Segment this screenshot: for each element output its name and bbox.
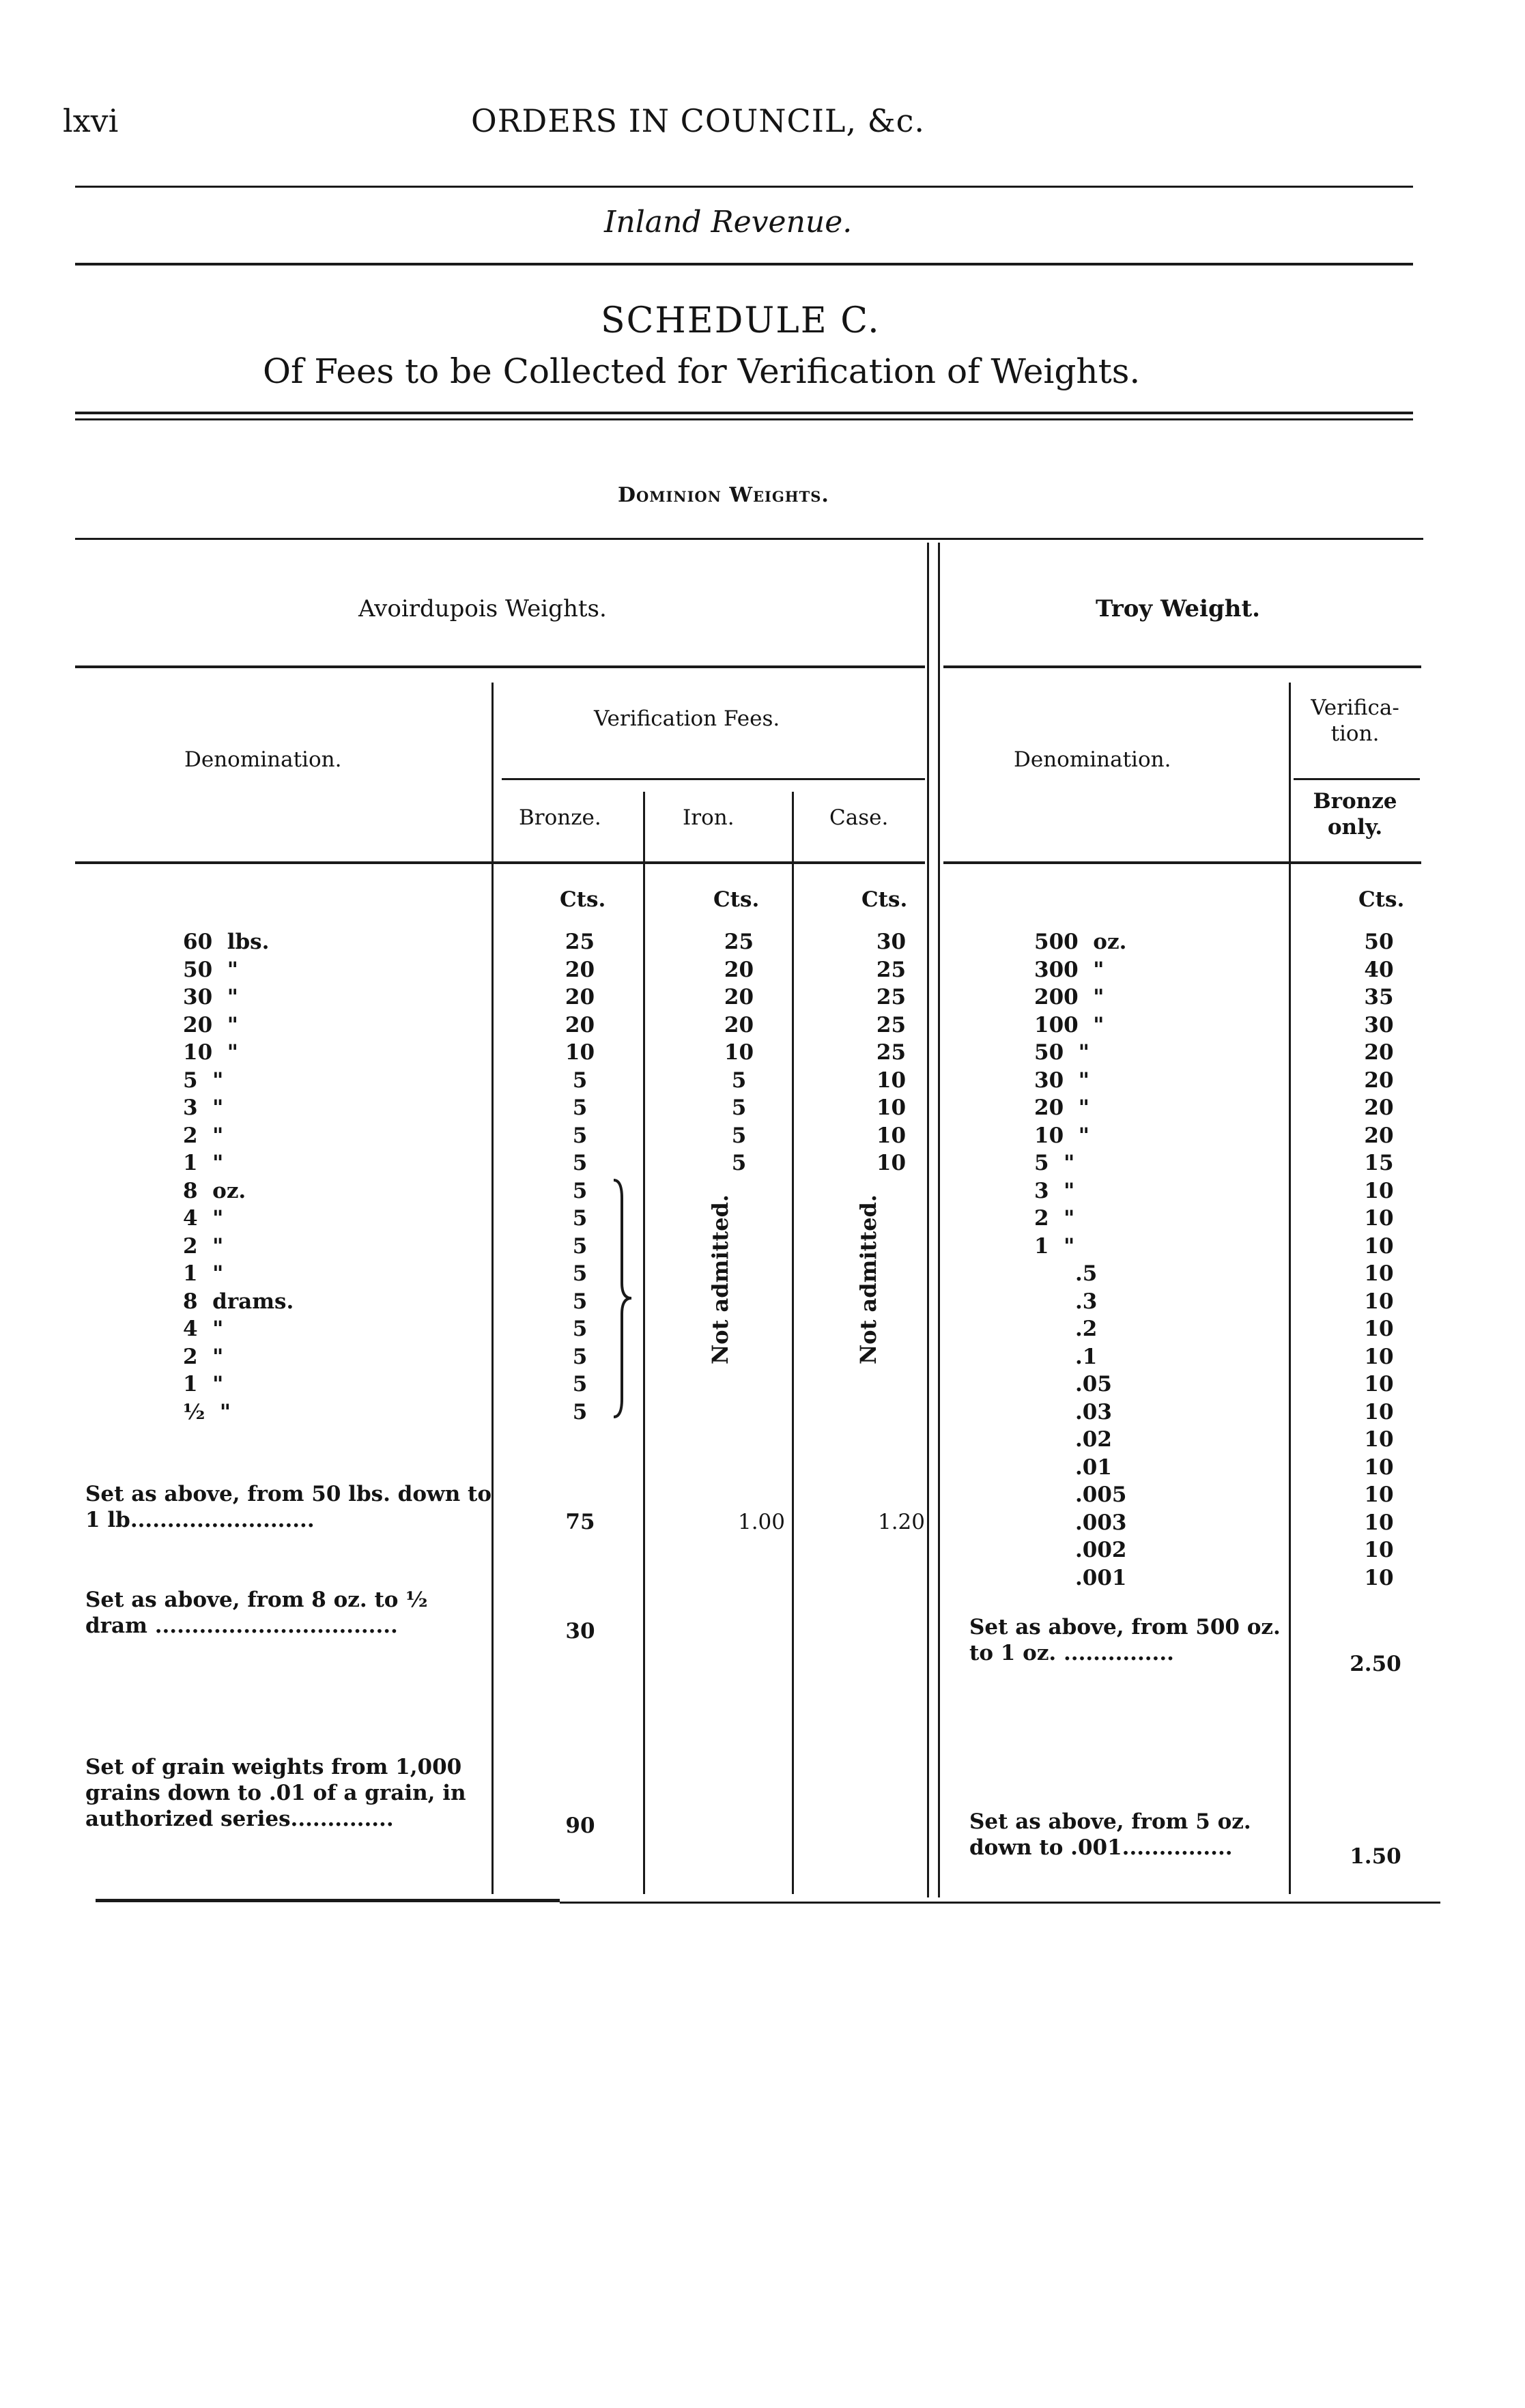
list-item: .002 (1075, 1538, 1127, 1562)
troy-set-oz-label: Set as above, from 500 oz. to 1 oz. ............... (969, 1615, 1281, 1665)
set-lbs-iron: 1.00 (737, 1510, 785, 1534)
case-fee: 10 (876, 1151, 907, 1175)
bronze-fee: 5 (572, 1233, 588, 1259)
list-item: 4 " (183, 1317, 224, 1341)
list-item: 200 " (1034, 985, 1104, 1009)
avoirdupois-denomination-header: Denomination. (184, 747, 342, 772)
bronze-fee: 5 (572, 1317, 588, 1341)
avoirdupois-heading-rule (75, 665, 925, 668)
bronze-fee: 25 (565, 930, 595, 954)
list-item: 3 " (183, 1095, 224, 1120)
section-title: Dominion Weights. (618, 483, 829, 507)
list-item: .1 (1075, 1344, 1098, 1369)
troy-set-grain-fee: 1.50 (1350, 1844, 1401, 1869)
running-title: ORDERS IN COUNCIL, &c. (471, 102, 926, 139)
troy-fee: 10 (1364, 1289, 1394, 1314)
main-divider-left (927, 543, 929, 1897)
bronze-fee: 5 (572, 1123, 588, 1148)
bronze-fee: 5 (572, 1344, 588, 1369)
troy-fee: 35 (1364, 985, 1394, 1009)
bronze-fee: 20 (565, 1012, 595, 1037)
bronze-header: Bronze. (519, 805, 601, 830)
bronze-fee: 5 (572, 1178, 588, 1203)
list-item: .05 (1075, 1372, 1112, 1396)
list-item: 8 oz. (183, 1178, 246, 1203)
case-fee: 10 (876, 1095, 907, 1120)
iron-fee-list (713, 928, 765, 1177)
list-item: 1 " (183, 1151, 224, 1175)
iron-header: Iron. (683, 805, 735, 830)
list-item: 4 " (183, 1206, 224, 1231)
section-rule (75, 538, 1423, 540)
troy-fee: 30 (1364, 1012, 1394, 1037)
list-item: 2 " (1034, 1206, 1075, 1231)
department-label: Inland Revenue. (604, 205, 853, 240)
list-item: 10 " (183, 1040, 238, 1065)
list-item: .3 (1075, 1289, 1098, 1314)
troy-fee: 20 (1364, 1067, 1394, 1093)
case-fee: 30 (876, 930, 907, 954)
header-rule (75, 186, 1413, 188)
bronze-fee: 5 (572, 1206, 588, 1231)
list-item: .005 (1075, 1482, 1127, 1507)
troy-fee-list (1355, 928, 1403, 1592)
bronze-fee: 5 (572, 1095, 588, 1120)
set-oz-label: Set as above, from 8 oz. to ½ dram ................................. (85, 1588, 428, 1638)
troy-set-oz-fee: 2.50 (1350, 1652, 1401, 1676)
page-number: lxvi (63, 102, 119, 139)
set-lbs-bronze: 75 (565, 1510, 595, 1534)
iron-fee: 5 (731, 1151, 747, 1175)
iron-fee: 5 (731, 1123, 747, 1148)
list-item: 30 " (183, 985, 238, 1009)
bronze-iron-divider (643, 792, 645, 1894)
bronze-fee: 5 (572, 1067, 588, 1093)
list-item: 50 " (183, 957, 238, 982)
list-item: 100 " (1034, 1012, 1104, 1037)
list-item: 20 " (1034, 1095, 1089, 1120)
list-item: .001 (1075, 1565, 1127, 1590)
set-grain-label: Set of grain weights from 1,000 grains down to .01 of a grain, in authorized series.............. (85, 1755, 466, 1831)
avoirdupois-heading: Avoirdupois Weights. (358, 595, 607, 622)
table-bottom-rule-left (96, 1899, 560, 1902)
bronze-fee: 5 (572, 1372, 588, 1396)
bronze-brace-icon (611, 1177, 638, 1420)
troy-fee: 10 (1364, 1317, 1394, 1341)
troy-fee: 10 (1364, 1344, 1394, 1369)
list-item: 500 oz. (1034, 930, 1127, 954)
troy-fee: 20 (1364, 1040, 1394, 1065)
set-lbs-label: Set as above, from 50 lbs. down to 1 lb......................... (85, 1482, 492, 1532)
troy-fee: 50 (1364, 930, 1394, 954)
list-item: 1 " (1034, 1233, 1075, 1259)
list-item: 5 " (183, 1067, 224, 1093)
case-fee: 25 (876, 985, 907, 1009)
troy-fee: 10 (1364, 1206, 1394, 1231)
case-units: Cts. (861, 887, 908, 912)
troy-units: Cts. (1358, 887, 1405, 912)
bronze-fee: 5 (572, 1399, 588, 1424)
iron-fee: 25 (724, 930, 754, 954)
case-fee: 25 (876, 1012, 907, 1037)
list-item: 10 " (1034, 1123, 1089, 1148)
troy-denom-fee-divider (1289, 683, 1291, 1894)
case-fee: 10 (876, 1067, 907, 1093)
list-item: 1 " (183, 1372, 224, 1396)
bronze-fee: 5 (572, 1289, 588, 1314)
troy-fee: 20 (1364, 1095, 1394, 1120)
fees-subheader-rule (502, 778, 925, 780)
troy-fee: 10 (1364, 1454, 1394, 1480)
list-item: 8 drams. (183, 1289, 294, 1314)
troy-fee: 10 (1364, 1565, 1394, 1590)
iron-fee: 20 (724, 957, 754, 982)
denom-fees-divider (491, 683, 494, 1894)
iron-fee: 20 (724, 985, 754, 1009)
set-oz-bronze: 30 (565, 1619, 595, 1644)
schedule-rule-bottom (75, 418, 1413, 420)
list-item: 1 " (183, 1261, 224, 1286)
iron-not-admitted: Not admitted. (707, 1194, 733, 1364)
list-item: .2 (1075, 1317, 1098, 1341)
troy-fee: 10 (1364, 1261, 1394, 1286)
troy-fee: 40 (1364, 957, 1394, 982)
department-rule (75, 263, 1413, 266)
iron-fee: 20 (724, 1012, 754, 1037)
list-item: 2 " (183, 1344, 224, 1369)
list-item: 2 " (183, 1233, 224, 1259)
list-item: ½ " (183, 1399, 231, 1424)
list-item: .5 (1075, 1261, 1098, 1286)
list-item: 3 " (1034, 1178, 1075, 1203)
bronze-fee: 10 (565, 1040, 595, 1065)
bronze-units: Cts. (560, 887, 606, 912)
list-item: 2 " (183, 1123, 224, 1148)
iron-fee: 5 (731, 1067, 747, 1093)
iron-case-divider (792, 792, 794, 1894)
troy-denomination-list (1034, 928, 1127, 1592)
troy-fee: 10 (1364, 1510, 1394, 1535)
schedule-title: SCHEDULE C. (601, 300, 881, 341)
troy-fee: 10 (1364, 1233, 1394, 1259)
troy-heading-rule (943, 665, 1421, 668)
avoirdupois-denomination-list (183, 928, 294, 1426)
table-bottom-rule-right (560, 1902, 1440, 1904)
list-item: .003 (1075, 1510, 1127, 1535)
main-divider-right (938, 543, 940, 1897)
troy-fee: 10 (1364, 1178, 1394, 1203)
bronze-fee: 5 (572, 1151, 588, 1175)
troy-columns-rule (943, 861, 1421, 864)
bronze-fee: 5 (572, 1261, 588, 1286)
troy-fee: 10 (1364, 1372, 1394, 1396)
troy-bronze-only-header: Bronze only. (1313, 789, 1397, 840)
avoirdupois-columns-rule (75, 861, 925, 864)
troy-denomination-header: Denomination. (1014, 747, 1171, 772)
verification-fees-header: Verification Fees. (594, 706, 780, 731)
troy-fee: 10 (1364, 1427, 1394, 1452)
list-item: .03 (1075, 1399, 1112, 1424)
bronze-fee-list (554, 928, 605, 1426)
schedule-rule-top (75, 412, 1413, 414)
list-item: 60 lbs. (183, 930, 270, 954)
list-item: 50 " (1034, 1040, 1089, 1065)
troy-heading: Troy Weight. (1096, 595, 1261, 622)
list-item: 30 " (1034, 1067, 1089, 1093)
troy-fee: 10 (1364, 1482, 1394, 1507)
list-item: 20 " (183, 1012, 238, 1037)
schedule-subtitle: Of Fees to be Collected for Verification of Weights. (263, 352, 1141, 391)
case-fee: 25 (876, 957, 907, 982)
set-lbs-case: 1.20 (877, 1510, 925, 1534)
case-fee: 25 (876, 1040, 907, 1065)
troy-fee: 20 (1364, 1123, 1394, 1148)
bronze-fee: 20 (565, 957, 595, 982)
bronze-fee: 20 (565, 985, 595, 1009)
iron-fee: 5 (731, 1095, 747, 1120)
list-item: .01 (1075, 1454, 1112, 1480)
troy-fee: 10 (1364, 1538, 1394, 1562)
case-fee-list (866, 928, 917, 1177)
case-not-admitted: Not admitted. (855, 1194, 881, 1364)
iron-units: Cts. (713, 887, 760, 912)
list-item: 300 " (1034, 957, 1104, 982)
list-item: .02 (1075, 1427, 1112, 1452)
set-grain-bronze: 90 (565, 1814, 595, 1838)
case-header: Case. (829, 805, 889, 830)
troy-verification-header: Verifica-tion. (1311, 696, 1399, 746)
case-fee: 10 (876, 1123, 907, 1148)
troy-fee-subheader-rule (1294, 778, 1420, 780)
list-item: 5 " (1034, 1151, 1075, 1175)
iron-fee: 10 (724, 1040, 754, 1065)
troy-set-grain-label: Set as above, from 5 oz. down to .001............... (969, 1809, 1251, 1860)
troy-fee: 10 (1364, 1399, 1394, 1424)
troy-fee: 15 (1364, 1151, 1394, 1175)
